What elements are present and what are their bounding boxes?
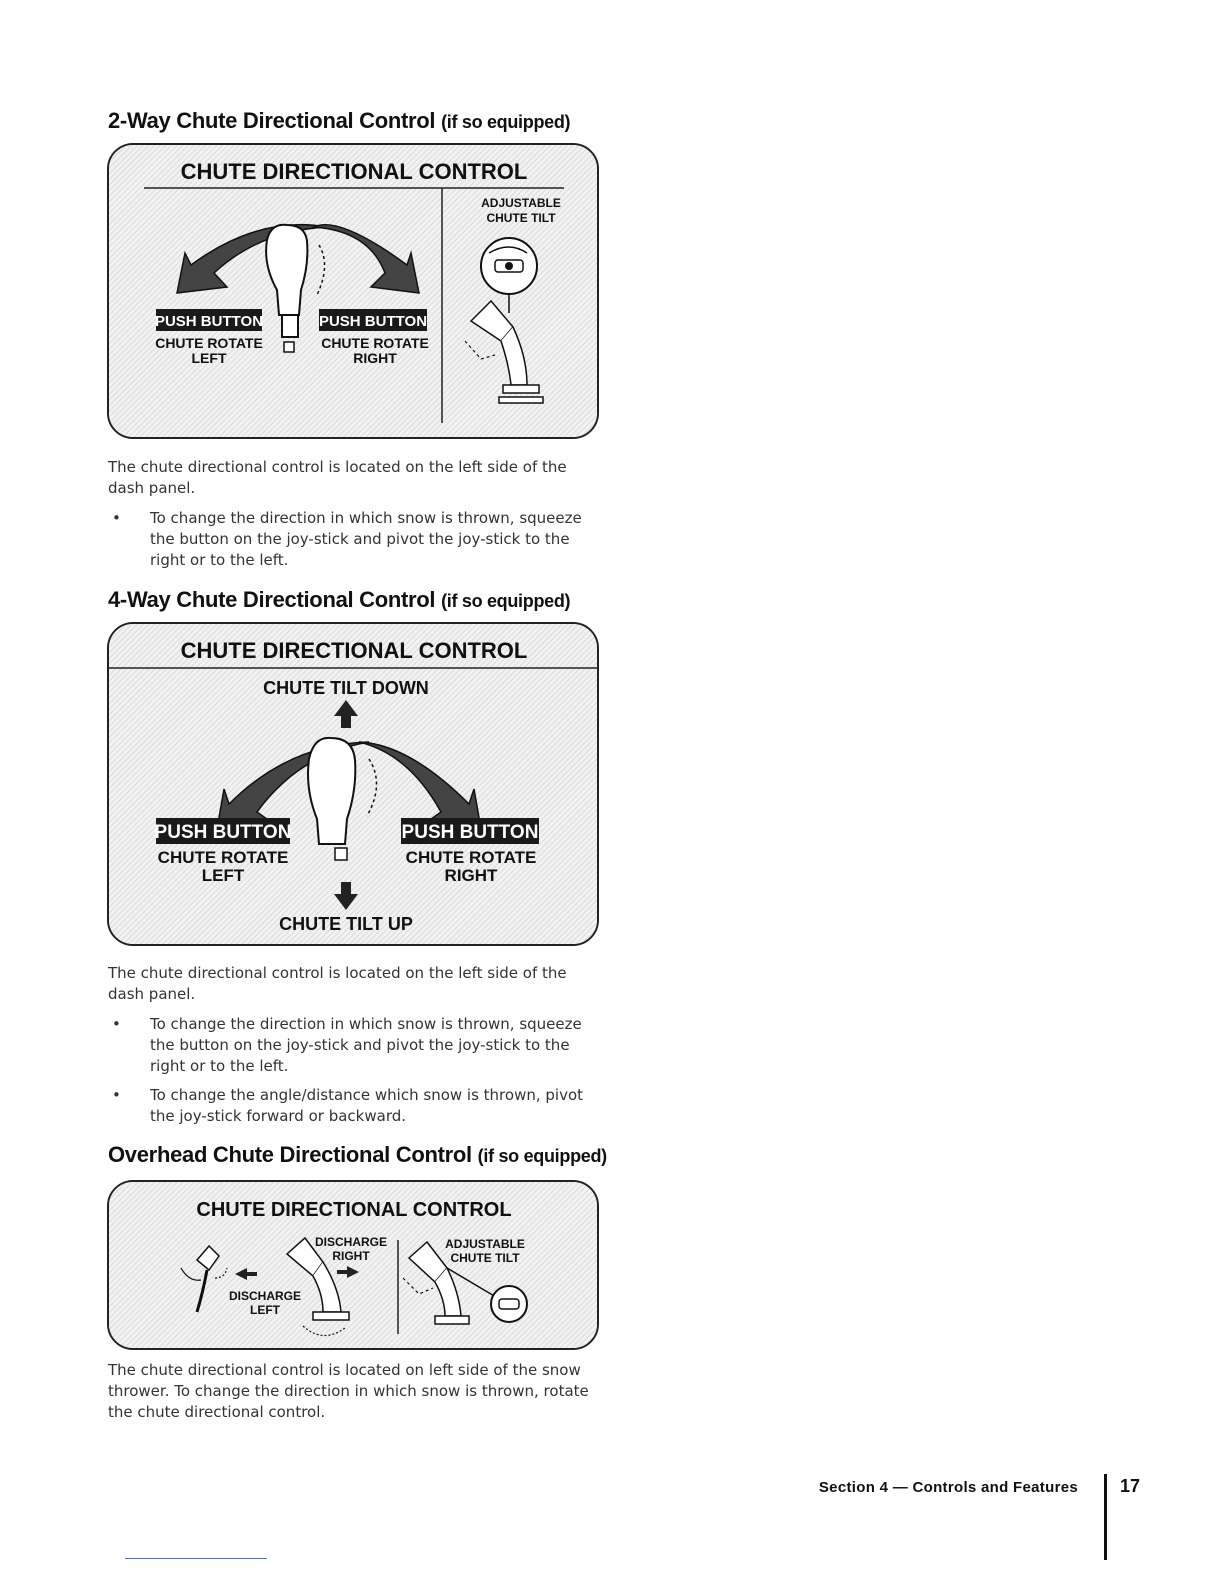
push-button-left-label: PUSH BUTTON [154,313,264,330]
section-title-overhead: Overhead Chute Directional Control (if so equipped) [108,1142,607,1167]
push-button-left-label: PUSH BUTTON [154,822,292,843]
bullets-2way [108,508,594,579]
discharge-left-label-1: DISCHARGE [228,1289,302,1303]
footer-link-underline [125,1558,267,1559]
decal-2way-chute-control [107,143,599,439]
decal-overhead-chute-control [107,1180,599,1350]
paragraph-4way-intro: The chute directional control is located on the left side of the dash panel. [108,964,567,1003]
decal-title: CHUTE DIRECTIONAL CONTROL [196,1199,512,1221]
rotate-left-label-2: LEFT [201,866,245,885]
rotate-left-label-1: CHUTE ROTATE [155,335,263,351]
bullet-icon: • [112,1015,121,1033]
tilt-down-label: CHUTE TILT DOWN [263,678,429,698]
bullet-icon: • [112,1086,121,1104]
discharge-right-label-1: DISCHARGE [314,1235,388,1249]
discharge-left-label-2: LEFT [250,1303,280,1317]
bullets-4way [108,1014,594,1135]
bullet-icon: • [112,509,121,527]
rotate-right-label-1: CHUTE ROTATE [321,335,429,351]
tilt-label-1: ADJUSTABLE [481,196,561,210]
tilt-up-label: CHUTE TILT UP [279,914,413,934]
list-item: • To change the direction in which snow is thrown, squeeze the button on the joy-stick and pivot the joy-stick to the right or to the left. [112,1015,582,1075]
footer-section-label: Section 4 — Controls and Features [818,1479,1078,1496]
decal-title: CHUTE DIRECTIONAL CONTROL [180,638,528,663]
paragraph-overhead-intro: The chute directional control is located on left side of the snow thrower. To change the direction in which snow is thrown, rotate the chute directional control. [108,1361,589,1421]
list-item: • To change the direction in which snow is thrown, squeeze the button on the joy-stick and pivot the joy-stick to the right or to the left. [112,509,582,569]
section-title-4way: 4-Way Chute Directional Control (if so equipped) [108,587,571,612]
section-title-2way: 2-Way Chute Directional Control (if so equipped) [108,108,571,133]
rotate-right-label-2: RIGHT [444,866,498,885]
list-item: • To change the angle/distance which snow is thrown, pivot the joy-stick forward or backward. [112,1086,584,1125]
section-qualifier: (if so equipped) [441,112,571,132]
rotate-left-label-2: LEFT [191,350,227,366]
push-button-right-label: PUSH BUTTON [401,822,539,843]
tilt-label-2: CHUTE TILT [486,211,556,225]
paragraph-2way-intro: The chute directional control is located on the left side of the dash panel. [108,458,567,497]
push-button-right-label: PUSH BUTTON [318,313,428,330]
rotate-right-label-2: RIGHT [353,350,397,366]
section-qualifier: (if so equipped) [477,1146,607,1166]
section-qualifier: (if so equipped) [441,591,571,611]
tilt-label-1: ADJUSTABLE [445,1237,525,1251]
rotate-left-label-1: CHUTE ROTATE [157,848,289,867]
decal-4way-chute-control [107,622,599,946]
page-number: 17 [1120,1476,1141,1496]
discharge-right-label-2: RIGHT [332,1249,370,1263]
decal-title: CHUTE DIRECTIONAL CONTROL [180,159,528,184]
tilt-label-2: CHUTE TILT [450,1251,520,1265]
rotate-right-label-1: CHUTE ROTATE [405,848,537,867]
footer-divider [1104,1474,1107,1560]
